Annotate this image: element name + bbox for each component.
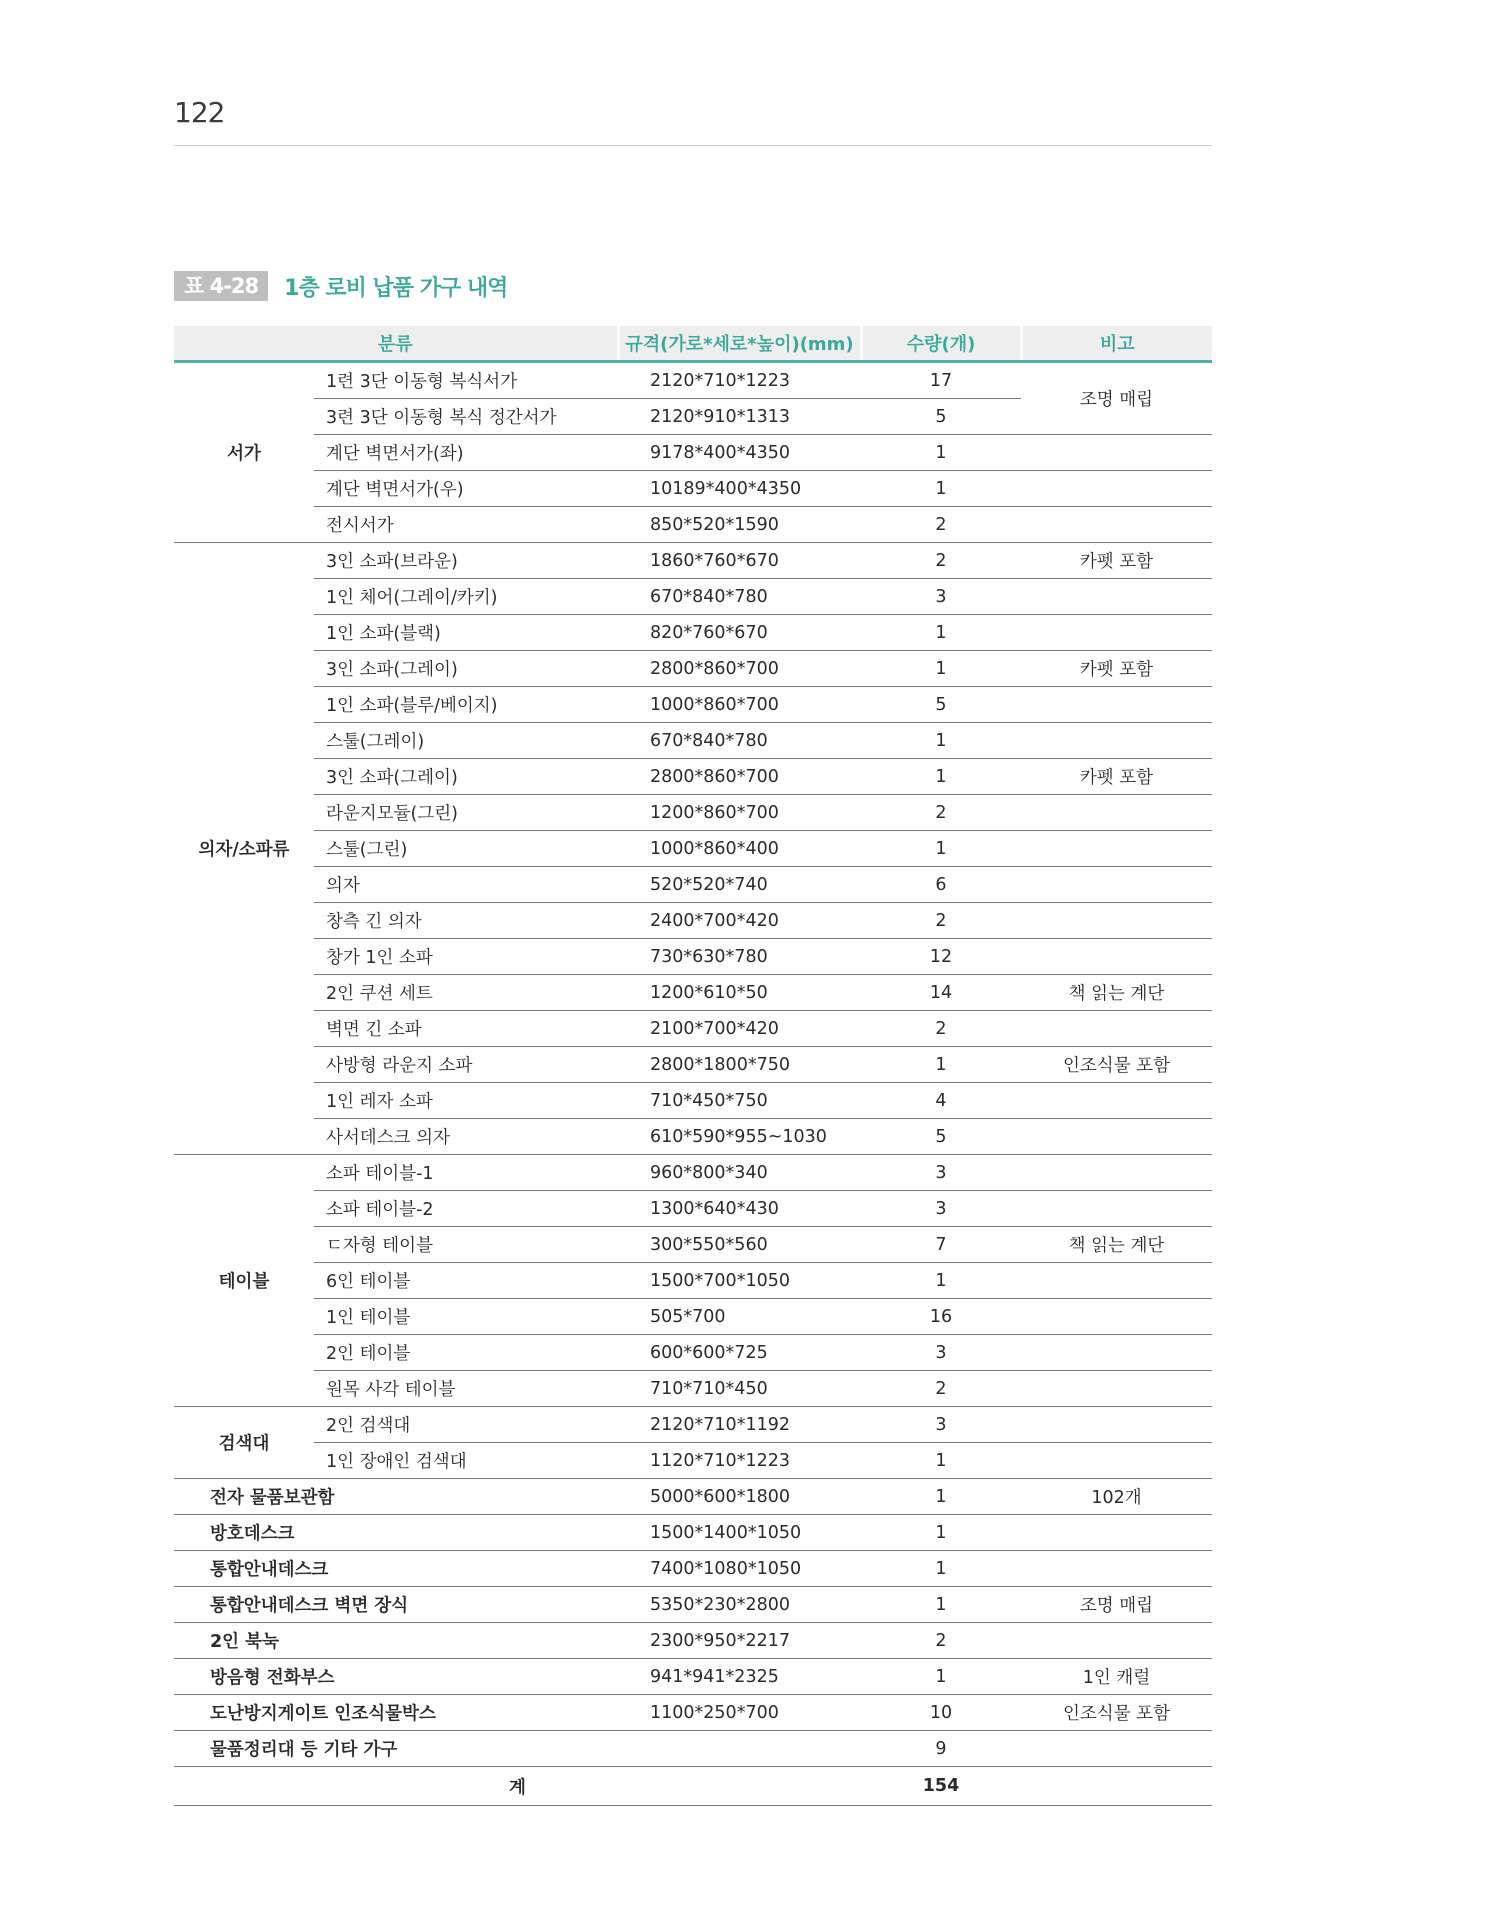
spec-cell: 600*600*725 — [618, 1335, 861, 1371]
item-name-cell: 1인 테이블 — [314, 1299, 618, 1335]
table-row — [174, 1479, 1212, 1515]
spec-cell: 1500*700*1050 — [618, 1263, 861, 1299]
qty-cell: 3 — [861, 1155, 1021, 1191]
item-name-cell: 2인 북눅 — [174, 1623, 618, 1659]
note-cell — [1021, 1083, 1212, 1119]
qty-cell: 1 — [861, 1047, 1021, 1083]
item-name-cell: 2인 쿠션 세트 — [314, 975, 618, 1011]
spec-cell: 960*800*340 — [618, 1155, 861, 1191]
item-name-cell: 전자 물품보관함 — [174, 1479, 618, 1515]
qty-cell: 9 — [861, 1731, 1021, 1767]
spec-cell: 2800*860*700 — [618, 759, 861, 795]
spec-cell: 1200*610*50 — [618, 975, 861, 1011]
spec-cell: 820*760*670 — [618, 615, 861, 651]
note-cell: 카펫 포함 — [1021, 759, 1212, 795]
qty-cell: 1 — [861, 471, 1021, 507]
item-name-cell: 계단 벽면서가(좌) — [314, 435, 618, 471]
item-name-cell: 1인 소파(블랙) — [314, 615, 618, 651]
header-qty: 수량(개) — [861, 326, 1021, 362]
table-row — [174, 1515, 1212, 1551]
note-cell — [1021, 507, 1212, 543]
spec-cell: 1000*860*700 — [618, 687, 861, 723]
qty-cell: 2 — [861, 543, 1021, 579]
note-cell — [1021, 1443, 1212, 1479]
qty-cell: 1 — [861, 1263, 1021, 1299]
spec-cell: 520*520*740 — [618, 867, 861, 903]
header-note: 비고 — [1021, 326, 1212, 362]
spec-cell: 670*840*780 — [618, 723, 861, 759]
spec-cell: 670*840*780 — [618, 579, 861, 615]
spec-cell: 2120*710*1223 — [618, 362, 861, 399]
qty-cell: 1 — [861, 831, 1021, 867]
header-rule — [174, 145, 1212, 146]
note-cell: 책 읽는 계단 — [1021, 975, 1212, 1011]
qty-cell: 3 — [861, 1335, 1021, 1371]
table-row — [174, 615, 1212, 651]
spec-cell: 1120*710*1223 — [618, 1443, 861, 1479]
note-cell: 카펫 포함 — [1021, 651, 1212, 687]
table-row — [174, 831, 1212, 867]
note-cell — [1021, 687, 1212, 723]
item-name-cell: 도난방지게이트 인조식물박스 — [174, 1695, 618, 1731]
note-cell — [1021, 1011, 1212, 1047]
spec-cell: 710*450*750 — [618, 1083, 861, 1119]
item-name-cell: 통합안내데스크 — [174, 1551, 618, 1587]
spec-cell: 7400*1080*1050 — [618, 1551, 861, 1587]
table-row — [174, 1623, 1212, 1659]
spec-cell: 2300*950*2217 — [618, 1623, 861, 1659]
item-name-cell: 소파 테이블-1 — [314, 1155, 618, 1191]
page-number: 122 — [174, 96, 225, 129]
note-cell — [1021, 939, 1212, 975]
table-row — [174, 1335, 1212, 1371]
note-cell: 책 읽는 계단 — [1021, 1227, 1212, 1263]
table-row — [174, 939, 1212, 975]
note-cell — [1021, 867, 1212, 903]
note-cell — [1021, 1155, 1212, 1191]
qty-cell: 14 — [861, 975, 1021, 1011]
qty-cell: 2 — [861, 903, 1021, 939]
category-cell: 의자/소파류 — [174, 543, 314, 1155]
item-name-cell: 6인 테이블 — [314, 1263, 618, 1299]
item-name-cell: 소파 테이블-2 — [314, 1191, 618, 1227]
table-row — [174, 975, 1212, 1011]
table-row — [174, 1263, 1212, 1299]
category-cell: 테이블 — [174, 1155, 314, 1407]
qty-cell: 17 — [861, 362, 1021, 399]
spec-cell: 300*550*560 — [618, 1227, 861, 1263]
qty-cell: 1 — [861, 1515, 1021, 1551]
table-row — [174, 1299, 1212, 1335]
table-row — [174, 1659, 1212, 1695]
qty-cell: 1 — [861, 1587, 1021, 1623]
spec-cell: 2400*700*420 — [618, 903, 861, 939]
spec-cell: 5350*230*2800 — [618, 1587, 861, 1623]
spec-cell: 2800*860*700 — [618, 651, 861, 687]
qty-cell: 1 — [861, 651, 1021, 687]
note-cell — [1021, 1119, 1212, 1155]
qty-cell: 2 — [861, 1623, 1021, 1659]
table-row — [174, 435, 1212, 471]
qty-cell: 2 — [861, 1011, 1021, 1047]
spec-cell: 2100*700*420 — [618, 1011, 861, 1047]
furniture-table — [174, 326, 1212, 1806]
spec-cell: 1200*860*700 — [618, 795, 861, 831]
qty-cell: 3 — [861, 1191, 1021, 1227]
item-name-cell: 1인 소파(블루/베이지) — [314, 687, 618, 723]
table-row — [174, 1227, 1212, 1263]
spec-cell: 2120*910*1313 — [618, 399, 861, 435]
table-row — [174, 867, 1212, 903]
qty-cell: 7 — [861, 1227, 1021, 1263]
note-cell — [1021, 831, 1212, 867]
item-name-cell: 2인 테이블 — [314, 1335, 618, 1371]
spec-cell: 710*710*450 — [618, 1371, 861, 1407]
note-cell — [1021, 1731, 1212, 1767]
note-cell — [1021, 1371, 1212, 1407]
spec-cell: 1860*760*670 — [618, 543, 861, 579]
table-row — [174, 1407, 1212, 1443]
spec-cell: 850*520*1590 — [618, 507, 861, 543]
spec-cell: 1500*1400*1050 — [618, 1515, 861, 1551]
qty-cell: 1 — [861, 759, 1021, 795]
qty-cell: 1 — [861, 1479, 1021, 1515]
item-name-cell: 전시서가 — [314, 507, 618, 543]
note-cell — [1021, 1299, 1212, 1335]
item-name-cell: 스툴(그레이) — [314, 723, 618, 759]
qty-cell: 1 — [861, 1551, 1021, 1587]
qty-cell: 12 — [861, 939, 1021, 975]
category-cell: 검색대 — [174, 1407, 314, 1479]
qty-cell: 6 — [861, 867, 1021, 903]
qty-cell: 5 — [861, 687, 1021, 723]
qty-cell: 1 — [861, 1659, 1021, 1695]
note-cell: 인조식물 포함 — [1021, 1047, 1212, 1083]
item-name-cell: ㄷ자형 테이블 — [314, 1227, 618, 1263]
item-name-cell: 벽면 긴 소파 — [314, 1011, 618, 1047]
total-qty: 154 — [861, 1767, 1021, 1806]
table-row — [174, 579, 1212, 615]
note-cell: 1인 캐럴 — [1021, 1659, 1212, 1695]
item-name-cell: 3인 소파(그레이) — [314, 759, 618, 795]
note-cell: 인조식물 포함 — [1021, 1695, 1212, 1731]
spec-cell: 10189*400*4350 — [618, 471, 861, 507]
table-row — [174, 1119, 1212, 1155]
header-category: 분류 — [174, 326, 618, 362]
table-number-label: 표 4-28 — [174, 271, 268, 301]
table-row — [174, 1551, 1212, 1587]
item-name-cell: 방호데스크 — [174, 1515, 618, 1551]
total-row — [174, 1767, 1212, 1806]
note-cell: 조명 매립 — [1021, 1587, 1212, 1623]
table-row — [174, 651, 1212, 687]
table-title: 1층 로비 납품 가구 내역 — [284, 275, 508, 301]
table-row — [174, 1047, 1212, 1083]
spec-cell: 1300*640*430 — [618, 1191, 861, 1227]
table-row — [174, 507, 1212, 543]
table-row — [174, 903, 1212, 939]
table-header-row — [174, 326, 1212, 362]
qty-cell: 4 — [861, 1083, 1021, 1119]
note-cell — [1021, 1263, 1212, 1299]
note-cell — [1021, 1191, 1212, 1227]
spec-cell: 2800*1800*750 — [618, 1047, 861, 1083]
table-row — [174, 1587, 1212, 1623]
qty-cell: 5 — [861, 399, 1021, 435]
table-row — [174, 471, 1212, 507]
spec-cell: 9178*400*4350 — [618, 435, 861, 471]
total-note — [1021, 1767, 1212, 1806]
table-row — [174, 1155, 1212, 1191]
qty-cell: 2 — [861, 507, 1021, 543]
qty-cell: 5 — [861, 1119, 1021, 1155]
item-name-cell: 통합안내데스크 벽면 장식 — [174, 1587, 618, 1623]
spec-cell: 1100*250*700 — [618, 1695, 861, 1731]
table-row — [174, 1371, 1212, 1407]
header-spec: 규격(가로*세로*높이)(mm) — [618, 326, 861, 362]
note-cell: 102개 — [1021, 1479, 1212, 1515]
table-row — [174, 1191, 1212, 1227]
category-cell: 서가 — [174, 362, 314, 543]
table-row — [174, 795, 1212, 831]
item-name-cell: 1인 레자 소파 — [314, 1083, 618, 1119]
item-name-cell: 의자 — [314, 867, 618, 903]
table-row — [174, 1443, 1212, 1479]
note-cell — [1021, 579, 1212, 615]
note-cell: 카펫 포함 — [1021, 543, 1212, 579]
spec-cell: 1000*860*400 — [618, 831, 861, 867]
qty-cell: 1 — [861, 615, 1021, 651]
table-row — [174, 759, 1212, 795]
qty-cell: 1 — [861, 723, 1021, 759]
spec-cell: 5000*600*1800 — [618, 1479, 861, 1515]
qty-cell: 10 — [861, 1695, 1021, 1731]
spec-cell — [618, 1731, 861, 1767]
item-name-cell: 원목 사각 테이블 — [314, 1371, 618, 1407]
note-cell: 조명 매립 — [1021, 362, 1212, 435]
item-name-cell: 1인 체어(그레이/카키) — [314, 579, 618, 615]
spec-cell: 730*630*780 — [618, 939, 861, 975]
table-caption — [174, 271, 507, 301]
note-cell — [1021, 615, 1212, 651]
item-name-cell: 1련 3단 이동형 복식서가 — [314, 362, 618, 399]
total-label: 계 — [174, 1767, 861, 1806]
note-cell — [1021, 1335, 1212, 1371]
item-name-cell: 3인 소파(브라운) — [314, 543, 618, 579]
item-name-cell: 1인 장애인 검색대 — [314, 1443, 618, 1479]
qty-cell: 3 — [861, 1407, 1021, 1443]
note-cell — [1021, 1551, 1212, 1587]
table-row — [174, 723, 1212, 759]
item-name-cell: 물품정리대 등 기타 가구 — [174, 1731, 618, 1767]
note-cell — [1021, 471, 1212, 507]
qty-cell: 2 — [861, 795, 1021, 831]
item-name-cell: 창측 긴 의자 — [314, 903, 618, 939]
item-name-cell: 사방형 라운지 소파 — [314, 1047, 618, 1083]
spec-cell: 2120*710*1192 — [618, 1407, 861, 1443]
table-row — [174, 687, 1212, 723]
table-row — [174, 1695, 1212, 1731]
item-name-cell: 스툴(그린) — [314, 831, 618, 867]
item-name-cell: 3련 3단 이동형 복식 정간서가 — [314, 399, 618, 435]
note-cell — [1021, 723, 1212, 759]
qty-cell: 16 — [861, 1299, 1021, 1335]
table-body — [174, 362, 1212, 1806]
qty-cell: 1 — [861, 1443, 1021, 1479]
qty-cell: 1 — [861, 435, 1021, 471]
table-row — [174, 1083, 1212, 1119]
table-row — [174, 1731, 1212, 1767]
item-name-cell: 2인 검색대 — [314, 1407, 618, 1443]
table-row — [174, 543, 1212, 579]
item-name-cell: 3인 소파(그레이) — [314, 651, 618, 687]
note-cell — [1021, 903, 1212, 939]
note-cell — [1021, 435, 1212, 471]
table-row — [174, 1011, 1212, 1047]
item-name-cell: 사서데스크 의자 — [314, 1119, 618, 1155]
item-name-cell: 방음형 전화부스 — [174, 1659, 618, 1695]
item-name-cell: 계단 벽면서가(우) — [314, 471, 618, 507]
table-row — [174, 362, 1212, 399]
item-name-cell: 라운지모듈(그린) — [314, 795, 618, 831]
spec-cell: 941*941*2325 — [618, 1659, 861, 1695]
qty-cell: 2 — [861, 1371, 1021, 1407]
note-cell — [1021, 795, 1212, 831]
spec-cell: 505*700 — [618, 1299, 861, 1335]
note-cell — [1021, 1515, 1212, 1551]
item-name-cell: 창가 1인 소파 — [314, 939, 618, 975]
note-cell — [1021, 1623, 1212, 1659]
spec-cell: 610*590*955~1030 — [618, 1119, 861, 1155]
qty-cell: 3 — [861, 579, 1021, 615]
note-cell — [1021, 1407, 1212, 1443]
